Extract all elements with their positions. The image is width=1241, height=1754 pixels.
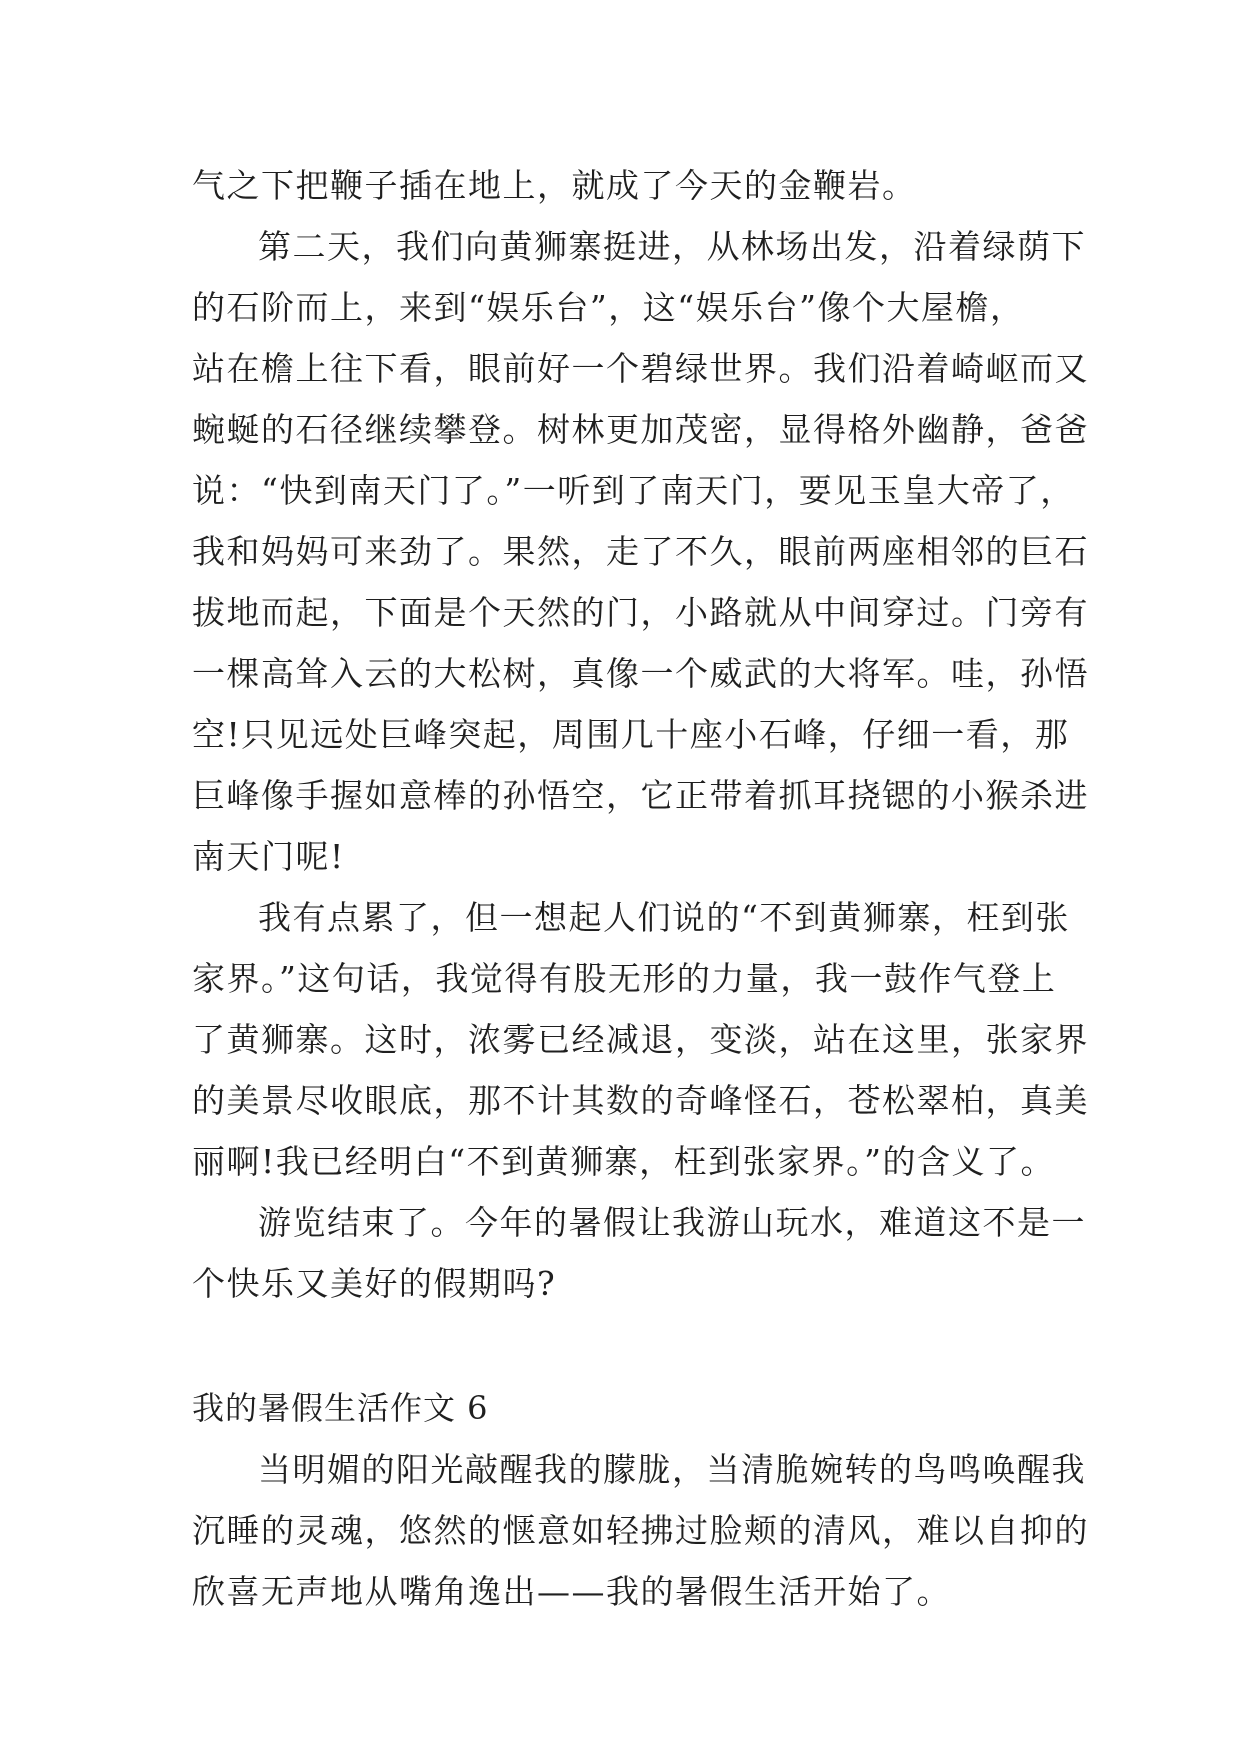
- paragraph-line: 我有点累了，但一想起人们说的“不到黄狮寨，枉到张: [258, 898, 1070, 937]
- paragraph-line: 蜿蜒的石径继续攀登。树林更加茂密，显得格外幽静，爸爸: [192, 410, 1089, 449]
- paragraph-line: 欣喜无声地从嘴角逸出——我的暑假生活开始了。: [192, 1572, 951, 1611]
- section-spacer: [192, 1314, 1072, 1378]
- paragraph-line: 了黄狮寨。这时，浓雾已经减退，变淡，站在这里，张家界: [192, 1020, 1089, 1059]
- paragraph-line: 巨峰像手握如意棒的孙悟空，它正带着抓耳挠锶的小猴杀进: [192, 776, 1089, 815]
- section-heading: 我的暑假生活作文 6: [192, 1389, 489, 1427]
- paragraph-line: 沉睡的灵魂，悠然的惬意如轻拂过脸颊的清风，难以自抑的: [192, 1511, 1089, 1550]
- paragraph-line: 气之下把鞭子插在地上，就成了今天的金鞭岩。: [192, 166, 917, 205]
- paragraph-line: 游览结束了。今年的暑假让我游山玩水，难道这不是一: [258, 1203, 1086, 1242]
- document-body: [192, 155, 1089, 1622]
- paragraph-line: 站在檐上往下看，眼前好一个碧绿世界。我们沿着崎岖而又: [192, 349, 1089, 388]
- paragraph-line: 的美景尽收眼底，那不计其数的奇峰怪石，苍松翠柏，真美: [192, 1081, 1089, 1120]
- paragraph-line: 当明媚的阳光敲醒我的朦胧，当清脆婉转的鸟鸣唤醒我: [258, 1450, 1086, 1489]
- paragraph-line: 我和妈妈可来劲了。果然，走了不久，眼前两座相邻的巨石: [192, 532, 1089, 571]
- paragraph-line: 的石阶而上，来到“娱乐台”，这“娱乐台”像个大屋檐，: [192, 288, 1025, 327]
- paragraph-line: 丽啊!我已经明白“不到黄狮寨，枉到张家界。”的含义了。: [192, 1142, 1056, 1181]
- paragraph-line: 说：“快到南天门了。”一听到了南天门，要见玉皇大帝了，: [192, 471, 1075, 510]
- paragraph-line: 第二天，我们向黄狮寨挺进，从林场出发，沿着绿荫下: [258, 227, 1086, 266]
- paragraph-line: 个快乐又美好的假期吗?: [192, 1264, 557, 1303]
- paragraph-line: 一棵高耸入云的大松树，真像一个威武的大将军。哇，孙悟: [192, 654, 1089, 693]
- paragraph-line: 拔地而起，下面是个天然的门，小路就从中间穿过。门旁有: [192, 593, 1089, 632]
- paragraph-line: 南天门呢!: [192, 837, 345, 876]
- paragraph-line: 空!只见远处巨峰突起，周围几十座小石峰，仔细一看，那: [192, 715, 1070, 754]
- paragraph-line: 家界。”这句话，我觉得有股无形的力量，我一鼓作气登上: [192, 959, 1057, 998]
